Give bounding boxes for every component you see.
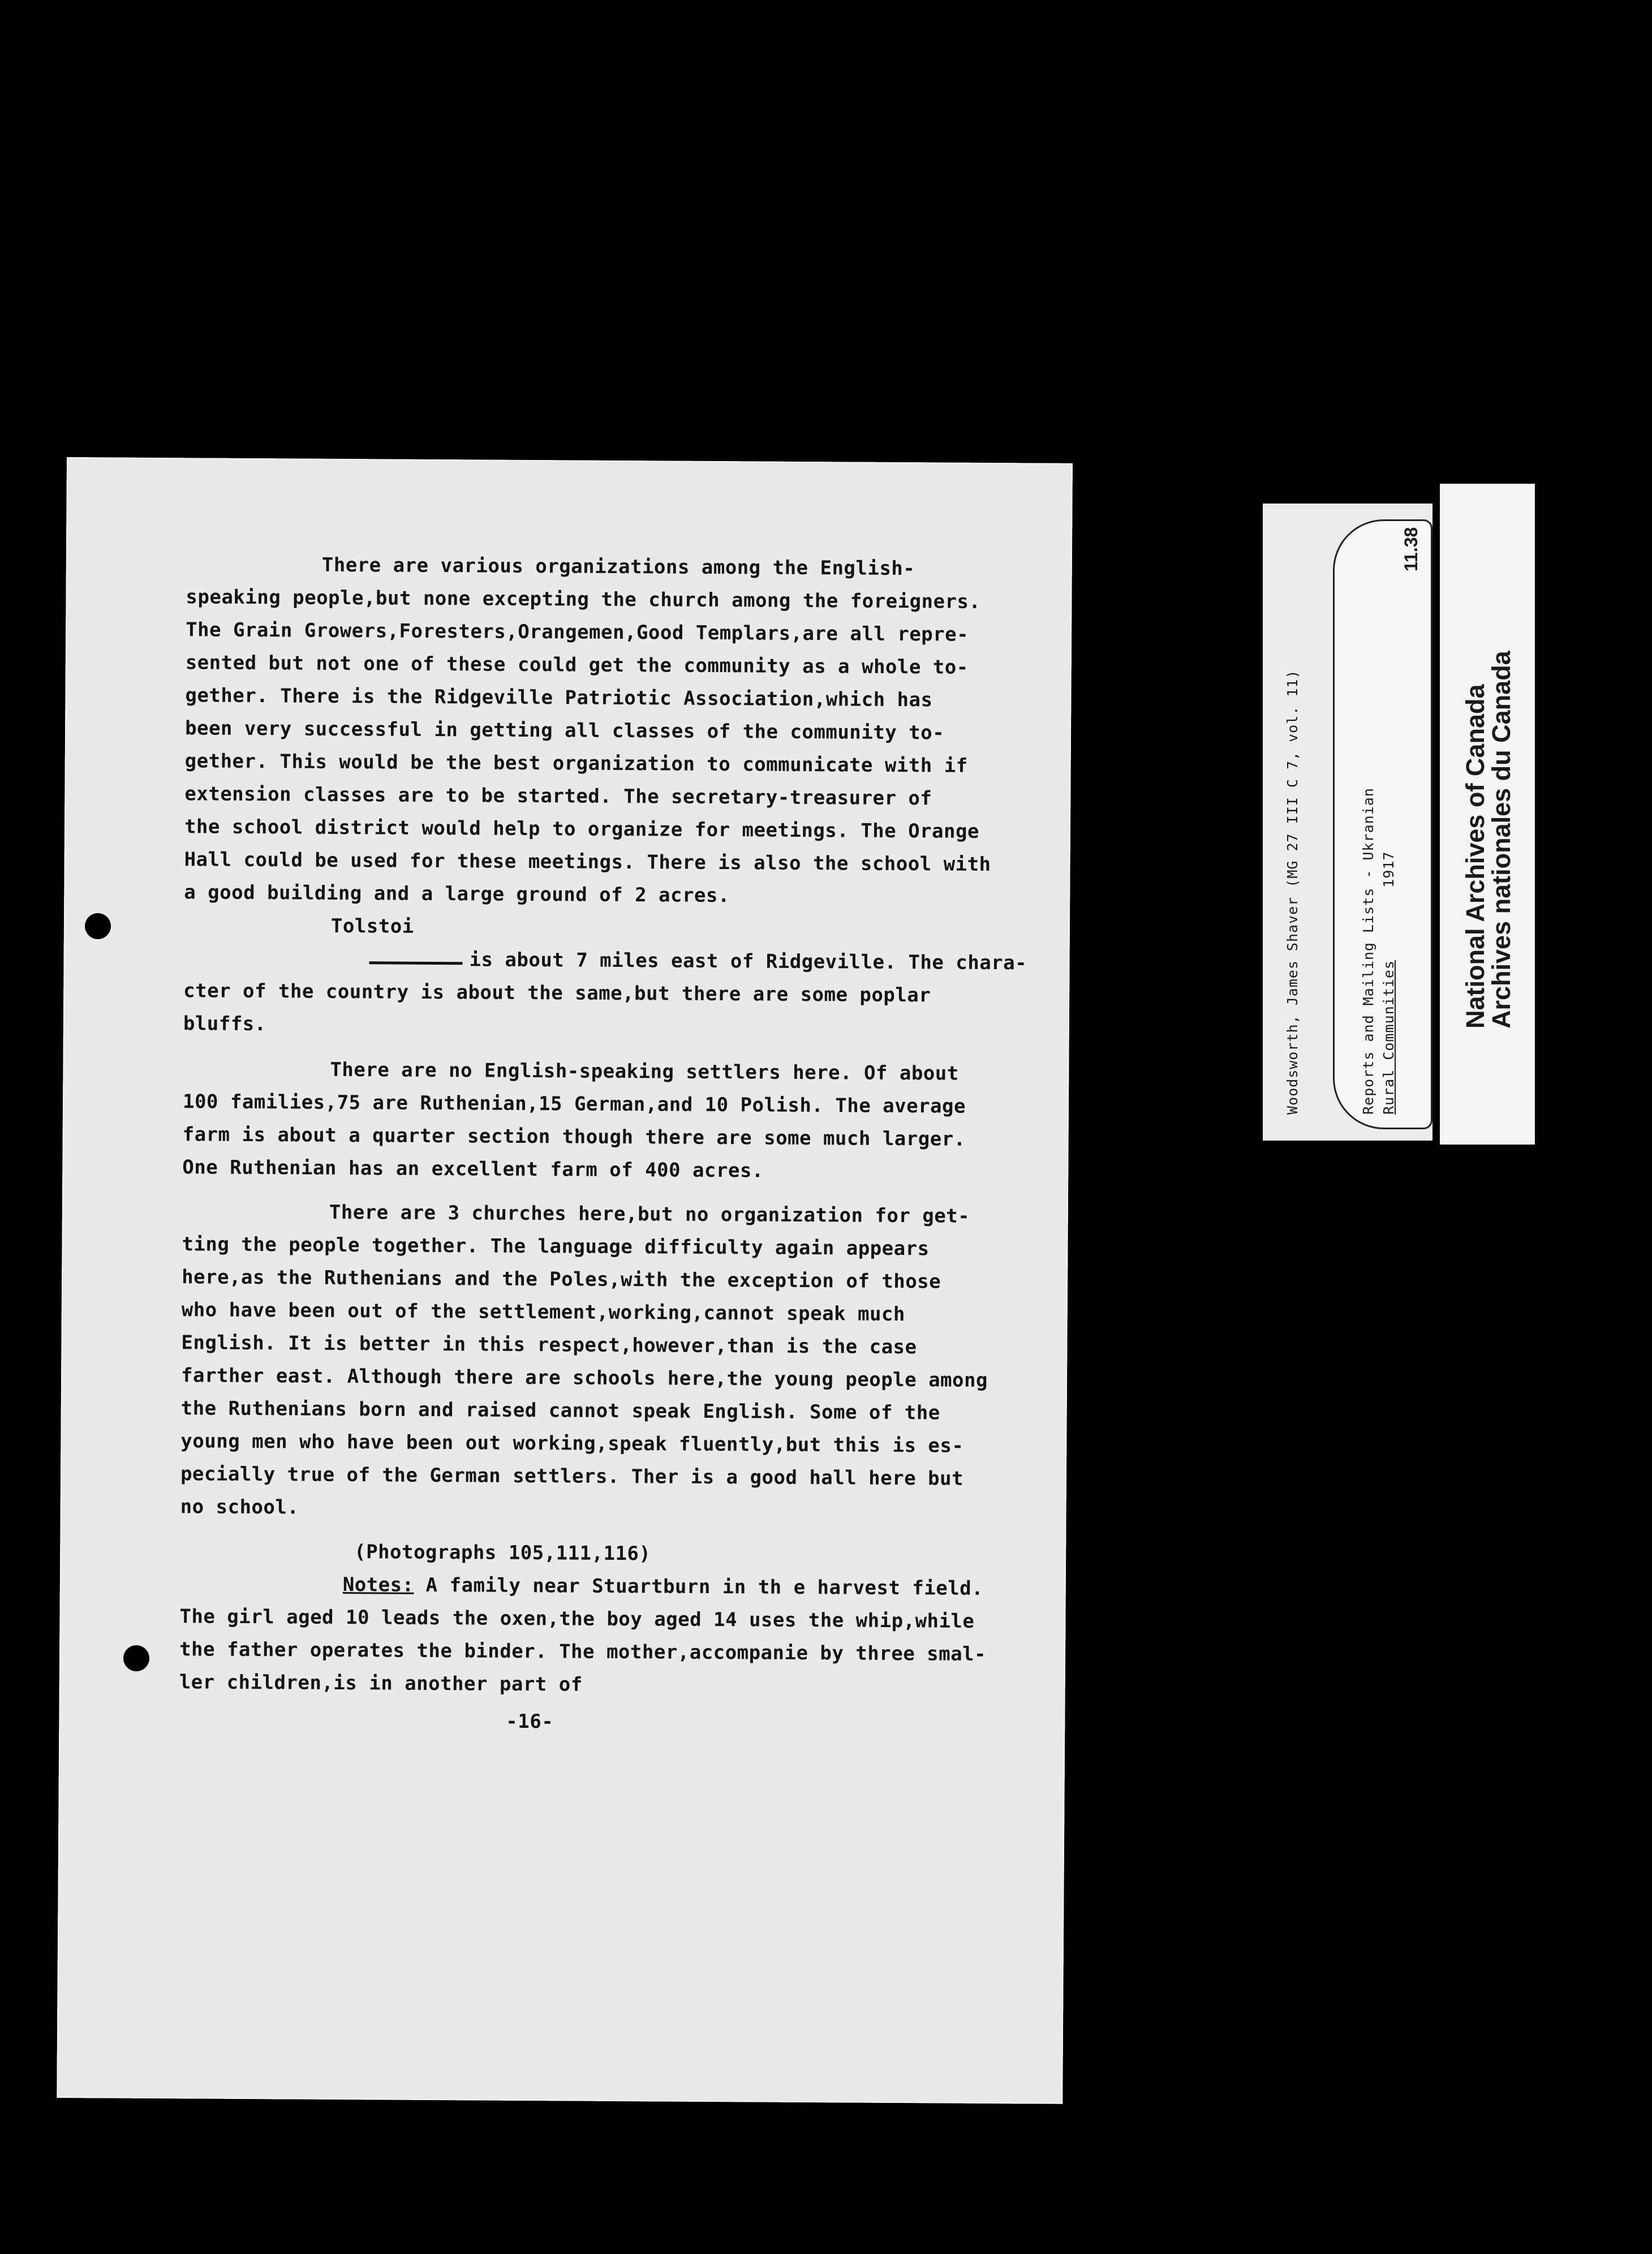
body-line: ler children,is in another part of	[179, 1671, 583, 1696]
body-line: sented but not one of these could get the community as a whole to-	[185, 651, 969, 679]
body-line	[369, 948, 1027, 974]
body-line: no school.	[180, 1495, 299, 1519]
institution-french: Archives nationales du Canada	[1487, 651, 1516, 1029]
body-line: farm is about a quarter section though there are some much larger.	[182, 1123, 966, 1151]
body-line: cter of the country is about the same,but there are some poplar	[183, 979, 931, 1007]
label-reference-number: 11.38	[1401, 527, 1421, 571]
body-line: bluffs.	[183, 1012, 266, 1036]
body-line: gether. This would be the best organization to communicate with if	[184, 750, 968, 777]
body-line: extension classes are to be started. The secretary-treasurer of	[184, 782, 932, 810]
blank-underline	[369, 961, 463, 965]
label-spacer	[1380, 888, 1397, 960]
body-line: the father operates the binder. The mother,accompanie by three smal-	[179, 1638, 987, 1666]
body-line: Hall could be used for these meetings. There is also the school with	[184, 848, 991, 876]
page-number: -16-	[506, 1710, 554, 1733]
typed-page	[57, 457, 1073, 2104]
notes-text: A family near Stuartburn in th e harvest field.	[414, 1573, 984, 1600]
body-line: One Ruthenian has an excellent farm of 400 acres.	[182, 1156, 764, 1182]
label-year: 1917	[1380, 851, 1397, 888]
body-line: a good building and a large ground of 2 acres.	[184, 881, 730, 907]
label-fonds: Woodsworth, James Shaver (MG 27 III C 7, vol. 11)	[1284, 669, 1301, 1115]
notes-label: Notes:	[342, 1573, 414, 1597]
body-line: been very successful in getting all classes of the community to-	[184, 717, 945, 745]
body-line: The girl aged 10 leads the oxen,the boy aged 14 uses the whip,while	[179, 1605, 975, 1633]
body-line: who have been out of the settlement,working,cannot speak much	[181, 1298, 906, 1326]
body-line: gether. There is the Ridgeville Patriotic Association,which has	[185, 684, 933, 712]
body-line: English. It is better in this respect,however,than is the case	[181, 1331, 917, 1359]
body-line: 100 families,75 are Ruthenian,15 German,and 10 Polish. The average	[182, 1090, 966, 1118]
body-line: young men who have been out working,speak fluently,but this is es-	[180, 1430, 964, 1457]
body-line: speaking people,but none excepting the church among the foreigners.	[186, 586, 981, 613]
institution-english: National Archives of Canada	[1461, 684, 1490, 1029]
body-line: The Grain Growers,Foresters,Orangemen,Good Templars,are all repre-	[186, 618, 969, 646]
label-series: Reports and Mailing Lists - Ukranian	[1360, 788, 1376, 1115]
body-line: pecially true of the German settlers. Ther is a good hall here but	[180, 1462, 964, 1490]
body-line: the school district would help to organize for meetings. The Orange	[184, 815, 980, 843]
label-subject-underlined: Rural Communities	[1380, 960, 1397, 1115]
body-line: There are 3 churches here,but no organization for get-	[329, 1201, 970, 1228]
notes-line	[343, 1573, 984, 1600]
section-heading: Tolstoi	[330, 914, 414, 938]
photographs-reference: (Photographs 105,111,116)	[354, 1541, 651, 1565]
body-line-text: is about 7 miles east of Ridgeville. The chara-	[469, 948, 1027, 975]
label-subject	[1380, 851, 1397, 1115]
punch-hole-top	[85, 913, 111, 939]
body-line: here,as the Ruthenians and the Poles,with the exception of those	[182, 1266, 941, 1293]
body-line: the Ruthenians born and raised cannot speak English. Some of the	[180, 1397, 940, 1425]
body-line: ting the people together. The language difficulty again appears	[182, 1233, 930, 1261]
body-line: farther east. Although there are schools here,the young people among	[180, 1364, 988, 1392]
body-line: There are various organizations among the English-	[321, 553, 915, 580]
punch-hole-bottom	[123, 1645, 149, 1671]
body-line: There are no English-speaking settlers here. Of about	[330, 1058, 959, 1085]
